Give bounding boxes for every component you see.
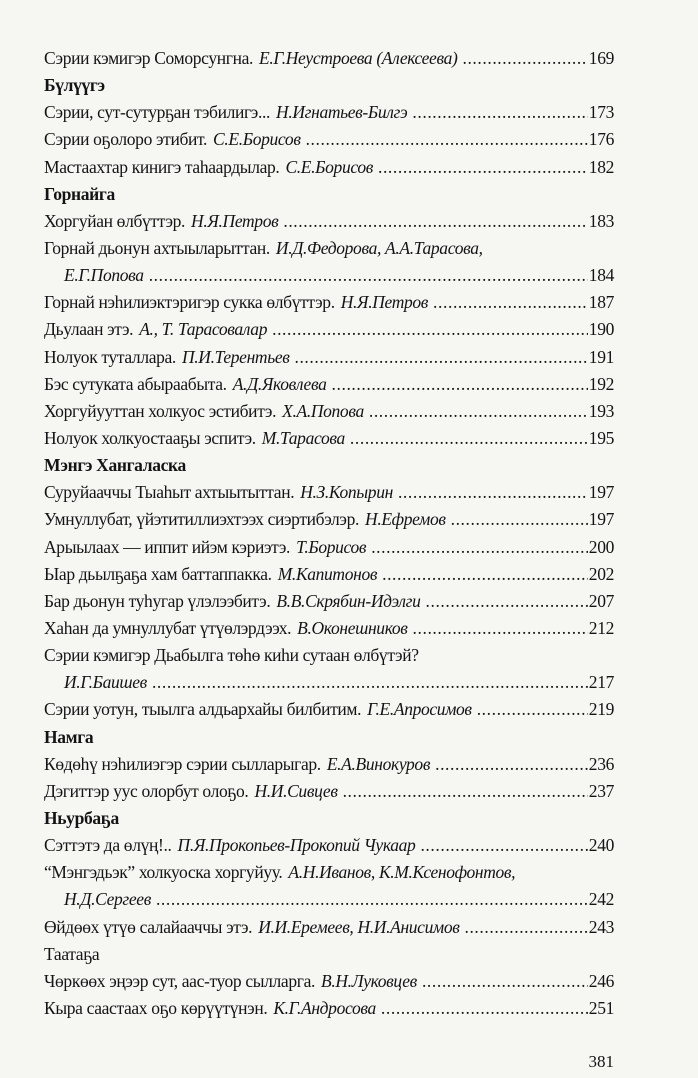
entry-title: Дэгиттэр уус олорбут олоҕо. bbox=[44, 780, 249, 801]
entry-title: Суруйааччы Тыаһыт ахтыытыттан. bbox=[44, 482, 295, 503]
section-heading: Намга bbox=[44, 726, 94, 747]
entry-title: Сэрии, сут-сутурҕан тэбилигэ... bbox=[44, 102, 271, 123]
entry-title: Ыар дьылҕаҕа хам баттаппакка. bbox=[44, 563, 272, 584]
section-heading: Ньурбаҕа bbox=[44, 807, 119, 828]
entry-author: Н.Ефремов bbox=[365, 509, 446, 530]
entry-author: В.В.Скрябин-Идэлги bbox=[276, 590, 421, 611]
entry-title: Чөркөөх эңээр сут, аас-туор сылларга. bbox=[44, 970, 316, 991]
toc-entry bbox=[44, 398, 614, 425]
toc-entry bbox=[44, 914, 614, 941]
entry-page: 236 bbox=[588, 753, 614, 774]
entry-author: И.И.Еремеев, Н.И.Анисимов bbox=[258, 916, 460, 937]
dot-leader bbox=[378, 154, 588, 181]
entry-title: Арыылаах — иппит ийэм кэриэтэ. bbox=[44, 536, 291, 557]
toc-entry bbox=[44, 995, 614, 1022]
dot-leader bbox=[435, 751, 588, 778]
entry-author: Х.А.Попова bbox=[282, 400, 364, 421]
entry-title: Горнай нэһилиэктэригэр сукка өлбүттэр. bbox=[44, 292, 335, 313]
entry-title: Сэрии кэмигэр Соморсунгна. bbox=[44, 48, 254, 68]
entry-author: А.Д.Яковлева bbox=[232, 373, 327, 394]
toc-entry bbox=[44, 506, 614, 533]
entry-page: 207 bbox=[588, 590, 614, 611]
entry-page: 190 bbox=[588, 319, 614, 340]
entry-title: Көдөһү нэһилиэгэр сэрии сылларыгар. bbox=[44, 753, 321, 774]
entry-page: 195 bbox=[588, 427, 614, 448]
entry-author: С.Е.Борисов bbox=[285, 156, 373, 177]
dot-leader bbox=[332, 371, 588, 398]
entry-page: 183 bbox=[588, 210, 614, 231]
toc-entry bbox=[44, 751, 614, 778]
entry-author: Н.З.Копырин bbox=[300, 482, 393, 503]
dot-leader bbox=[272, 316, 588, 343]
entry-page: 242 bbox=[588, 889, 614, 910]
toc-entry bbox=[44, 154, 614, 181]
dot-leader bbox=[413, 615, 588, 642]
entry-author: К.Г.Андросова bbox=[273, 997, 376, 1018]
entry-author: М.Тарасова bbox=[261, 427, 345, 448]
entry-title: Хоргуйан өлбүттэр. bbox=[44, 210, 186, 231]
entry-page: 202 bbox=[588, 563, 614, 584]
toc-entry bbox=[44, 778, 614, 805]
toc-entry bbox=[44, 425, 614, 452]
entry-title: Дьулаан этэ. bbox=[44, 319, 134, 340]
dot-leader bbox=[149, 262, 588, 289]
toc-entry bbox=[44, 696, 614, 723]
toc-entry bbox=[44, 479, 614, 506]
entry-title: Нолуок туталлара. bbox=[44, 346, 176, 367]
entry-title: Хаһан да умнуллубат үтүөлэрдээх. bbox=[44, 617, 292, 638]
entry-author: И.Д.Федорова, А.А.Тарасова, bbox=[275, 237, 483, 258]
entry-author: Г.Е.Апросимов bbox=[367, 699, 472, 720]
entry-author: Н.Я.Петров bbox=[340, 292, 429, 313]
entry-title: Умнуллубат, үйэтитиллиэхтээх сиэртибэлэр. bbox=[44, 509, 360, 530]
entry-author: И.Г.Баишев bbox=[64, 672, 147, 693]
section-heading: Таатаҕа bbox=[44, 943, 100, 964]
entry-page: 176 bbox=[588, 129, 614, 150]
entry-author: Е.Г.Попова bbox=[64, 265, 144, 286]
dot-leader bbox=[426, 588, 588, 615]
entry-title: Горнай дьонун ахтыыларыттан. bbox=[44, 237, 270, 258]
entry-page: 212 bbox=[588, 617, 614, 638]
entry-title: Бар дьонун туһугар үлэлээбитэ. bbox=[44, 590, 271, 611]
section-heading: Бүлүүгэ bbox=[44, 75, 105, 96]
entry-title: Сэрии кэмигэр Дьабылга төһө киһи сутаан өлбүтэй? bbox=[44, 645, 419, 666]
entry-author: А.Н.Иванов, К.М.Ксенофонтов, bbox=[288, 862, 516, 883]
dot-leader bbox=[462, 45, 587, 72]
dot-leader bbox=[294, 344, 587, 371]
entry-page: 197 bbox=[588, 482, 614, 503]
entry-author: Н.Игнатьев-Билгэ bbox=[276, 102, 408, 123]
dot-leader bbox=[369, 398, 588, 425]
entry-author: В.Н.Луковцев bbox=[321, 970, 417, 991]
dot-leader bbox=[152, 669, 588, 696]
entry-title: Бэс сутуката абыраабыта. bbox=[44, 373, 227, 394]
table-of-contents bbox=[44, 45, 614, 1022]
dot-leader bbox=[381, 995, 588, 1022]
section-heading: Мэнгэ Хангаласка bbox=[44, 455, 186, 476]
dot-leader bbox=[477, 696, 588, 723]
toc-entry bbox=[44, 344, 614, 371]
dot-leader bbox=[422, 968, 588, 995]
entry-author: Т.Борисов bbox=[296, 536, 367, 557]
dot-leader bbox=[398, 479, 588, 506]
entry-title: Сэрии оҕолоро этибит. bbox=[44, 129, 208, 150]
entry-title: Кыра саастаах оҕо көрүүтүнэн. bbox=[44, 997, 268, 1018]
entry-page: 217 bbox=[588, 672, 614, 693]
entry-author: В.Оконешников bbox=[297, 617, 408, 638]
dot-leader bbox=[156, 886, 588, 913]
entry-author: Е.Г.Неустроева (Алексеева) bbox=[259, 48, 458, 68]
toc-entry bbox=[44, 316, 614, 343]
toc-entry bbox=[44, 235, 614, 262]
entry-page: 193 bbox=[588, 400, 614, 421]
toc-entry bbox=[44, 45, 614, 72]
entry-title: “Мэнгэдьэк” холкуоска хоргуйуу. bbox=[44, 862, 283, 883]
entry-author: С.Е.Борисов bbox=[213, 129, 301, 150]
entry-author: А., Т. Тарасовалар bbox=[139, 319, 268, 340]
entry-page: 246 bbox=[588, 970, 614, 991]
entry-page: 200 bbox=[588, 536, 614, 557]
entry-title: Мастаахтар кинигэ таһаардылар. bbox=[44, 156, 280, 177]
toc-entry bbox=[44, 534, 614, 561]
page-number: 381 bbox=[588, 1052, 614, 1071]
dot-leader bbox=[451, 506, 588, 533]
entry-page: 187 bbox=[588, 292, 614, 313]
dot-leader bbox=[306, 126, 588, 153]
entry-title: Хоргуйууттан холкуос эстибитэ. bbox=[44, 400, 277, 421]
entry-author: Н.И.Сивцев bbox=[254, 780, 338, 801]
entry-page: 173 bbox=[588, 102, 614, 123]
entry-page: 251 bbox=[588, 997, 614, 1018]
toc-entry bbox=[44, 289, 614, 316]
entry-title: Сэрии уотун, тыылга алдьархайы билбитим. bbox=[44, 699, 362, 720]
dot-leader bbox=[343, 778, 588, 805]
entry-page: 182 bbox=[588, 156, 614, 177]
dot-leader bbox=[350, 425, 588, 452]
dot-leader bbox=[283, 208, 587, 235]
toc-entry bbox=[44, 208, 614, 235]
entry-title: Сэттэтэ да өлүң!.. bbox=[44, 835, 172, 856]
entry-page: 192 bbox=[588, 373, 614, 394]
entry-page: 243 bbox=[588, 916, 614, 937]
dot-leader bbox=[433, 289, 588, 316]
entry-author: П.Я.Прокопьев-Прокопий Чукаар bbox=[177, 835, 416, 856]
toc-entry bbox=[44, 832, 614, 859]
entry-page: 197 bbox=[588, 509, 614, 530]
dot-leader bbox=[464, 914, 587, 941]
entry-page: 219 bbox=[588, 699, 614, 720]
toc-entry-continuation bbox=[44, 886, 614, 913]
dot-leader bbox=[382, 561, 588, 588]
toc-entry bbox=[44, 642, 614, 669]
entry-author: П.И.Терентьев bbox=[181, 346, 290, 367]
entry-page: 169 bbox=[588, 48, 614, 68]
entry-page: 184 bbox=[588, 265, 614, 286]
toc-entry bbox=[44, 561, 614, 588]
dot-leader bbox=[420, 832, 587, 859]
toc-entry bbox=[44, 99, 614, 126]
toc-entry bbox=[44, 968, 614, 995]
toc-entry-continuation bbox=[44, 262, 614, 289]
entry-title: Өйдөөх үтүө салайааччы этэ. bbox=[44, 916, 253, 937]
toc-entry bbox=[44, 126, 614, 153]
toc-entry bbox=[44, 371, 614, 398]
dot-leader bbox=[371, 534, 588, 561]
entry-author: Н.Д.Сергеев bbox=[64, 889, 151, 910]
entry-author: Е.А.Винокуров bbox=[326, 753, 431, 774]
entry-title: Нолуок холкуостааҕы эспитэ. bbox=[44, 427, 256, 448]
section-heading: Горнайга bbox=[44, 183, 115, 204]
toc-entry-continuation bbox=[44, 669, 614, 696]
toc-entry bbox=[44, 859, 614, 886]
entry-page: 237 bbox=[588, 780, 614, 801]
entry-author: М.Капитонов bbox=[277, 563, 378, 584]
toc-entry bbox=[44, 588, 614, 615]
entry-page: 240 bbox=[588, 835, 614, 856]
entry-author: Н.Я.Петров bbox=[191, 210, 279, 231]
toc-entry bbox=[44, 615, 614, 642]
entry-page: 191 bbox=[588, 346, 614, 367]
dot-leader bbox=[412, 99, 587, 126]
